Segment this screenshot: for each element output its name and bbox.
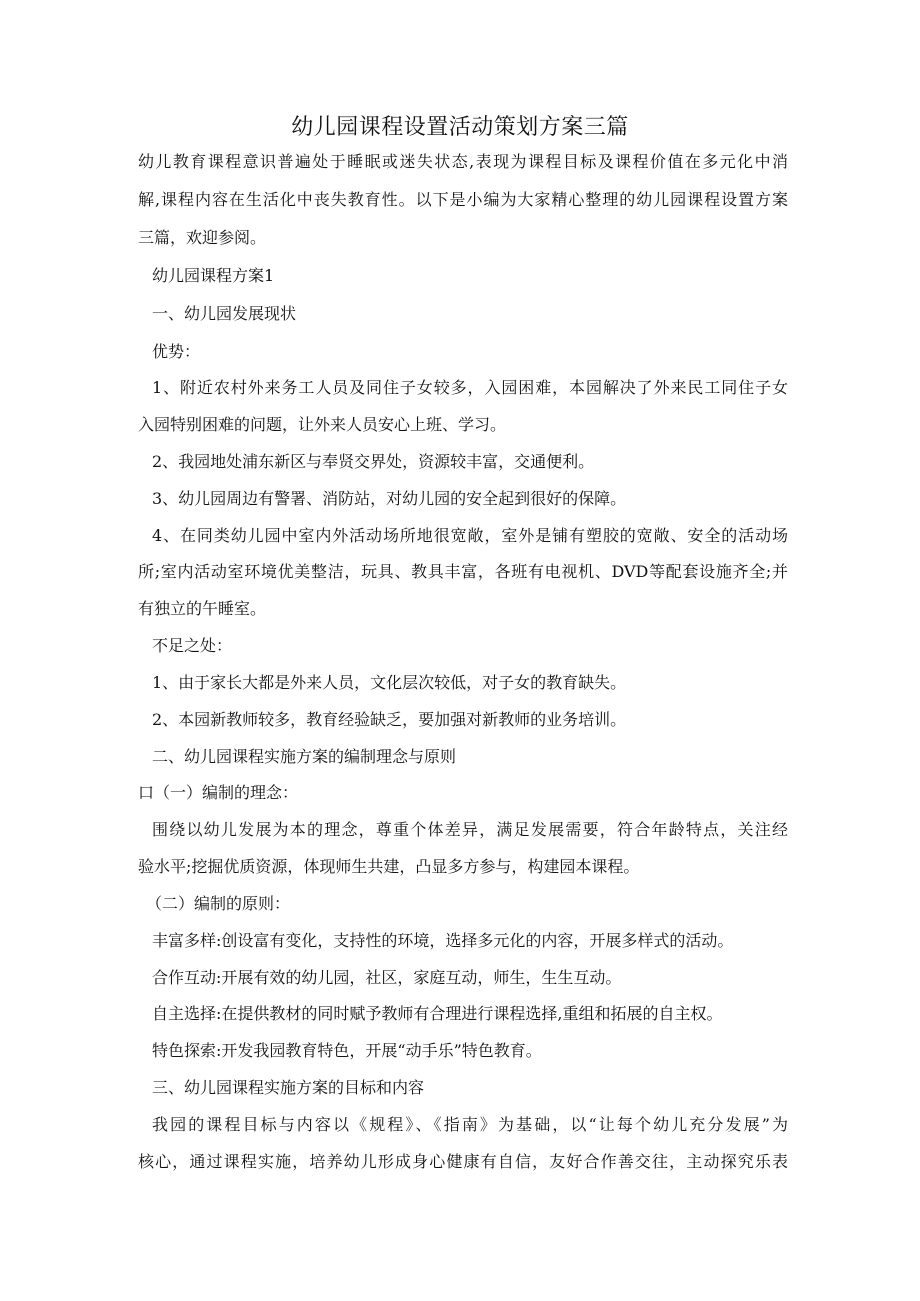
paragraph-line: 自主选择:在提供教材的同时赋予教师有合理进行课程选择,重组和拓展的自主权。 [152,1004,723,1023]
subheading: 口（一）编制的理念： [138,783,299,802]
paragraph-line: 丰富多样:创设富有变化，支持性的环境，选择多元化的内容，开展多样式的活动。 [152,931,734,950]
paragraph-line: 解,课程内容在生活化中丧失教育性。以下是小编为大家精心整理的幼儿园课程设置方案 [138,190,788,209]
subheading: （二）编制的原则： [146,894,291,913]
section-heading: 三、幼儿园课程实施方案的目标和内容 [152,1078,425,1097]
subheading: 优势： [152,342,201,361]
section-heading: 一、幼儿园发展现状 [152,304,297,323]
paragraph-line: 围绕以幼儿发展为本的理念，尊重个体差异，满足发展需要，符合年龄特点，关注经 [152,820,788,839]
paragraph-line: 特色探索:开发我园教育特色，开展“动手乐”特色教育。 [152,1041,542,1060]
paragraph-line: 有独立的午睡室。 [138,599,267,618]
paragraph-line: 验水平;挖掘优质资源，体现师生共建，凸显多方参与，构建园本课程。 [138,857,640,876]
section-heading: 二、幼儿园课程实施方案的编制理念与原则 [152,747,457,766]
paragraph-line: 我园的课程目标与内容以《规程》、《指南》为基础，以“让每个幼儿充分发展”为 [152,1115,788,1134]
paragraph-line: 1、由于家长大都是外来人员，文化层次较低，对子女的教育缺失。 [152,673,627,692]
paragraph-line: 2、本园新教师较多，教育经验缺乏，要加强对新教师的业务培训。 [152,710,627,729]
paragraph-line: 2、我园地处浦东新区与奉贤交界处，资源较丰富，交通便利。 [152,452,595,471]
paragraph-line: 4、在同类幼儿园中室内外活动场所地很宽敞，室外是铺有塑胶的宽敞、安全的活动场 [152,526,788,545]
paragraph-line: 3、幼儿园周边有警署、消防站，对幼儿园的安全起到很好的保障。 [152,489,627,508]
paragraph-line: 所;室内活动室环境优美整洁，玩具、教具丰富，各班有电视机、DVD等配套设施齐全;并 [138,562,788,581]
document-title: 幼儿园课程设置活动策划方案三篇 [291,115,629,140]
paragraph-line: 合作互动:开展有效的幼儿园，社区，家庭互动，师生，生生互动。 [152,968,622,987]
subheading: 不足之处： [152,636,233,655]
paragraph-line: 1、附近农村外来务工人员及同住子女较多，入园困难，本园解决了外来民工同住子女 [152,378,788,397]
paragraph-line: 三篇，欢迎参阅。 [138,228,267,247]
paragraph-line: 幼儿教育课程意识普遍处于睡眠或迷失状态,表现为课程目标及课程价值在多元化中消 [138,152,788,171]
paragraph-line: 入园特别困难的问题，让外来人员安心上班、学习。 [138,415,507,434]
paragraph-line: 核心，通过课程实施，培养幼儿形成身心健康有自信，友好合作善交往，主动探究乐表 [138,1152,788,1171]
section-heading: 幼儿园课程方案1 [152,266,275,285]
